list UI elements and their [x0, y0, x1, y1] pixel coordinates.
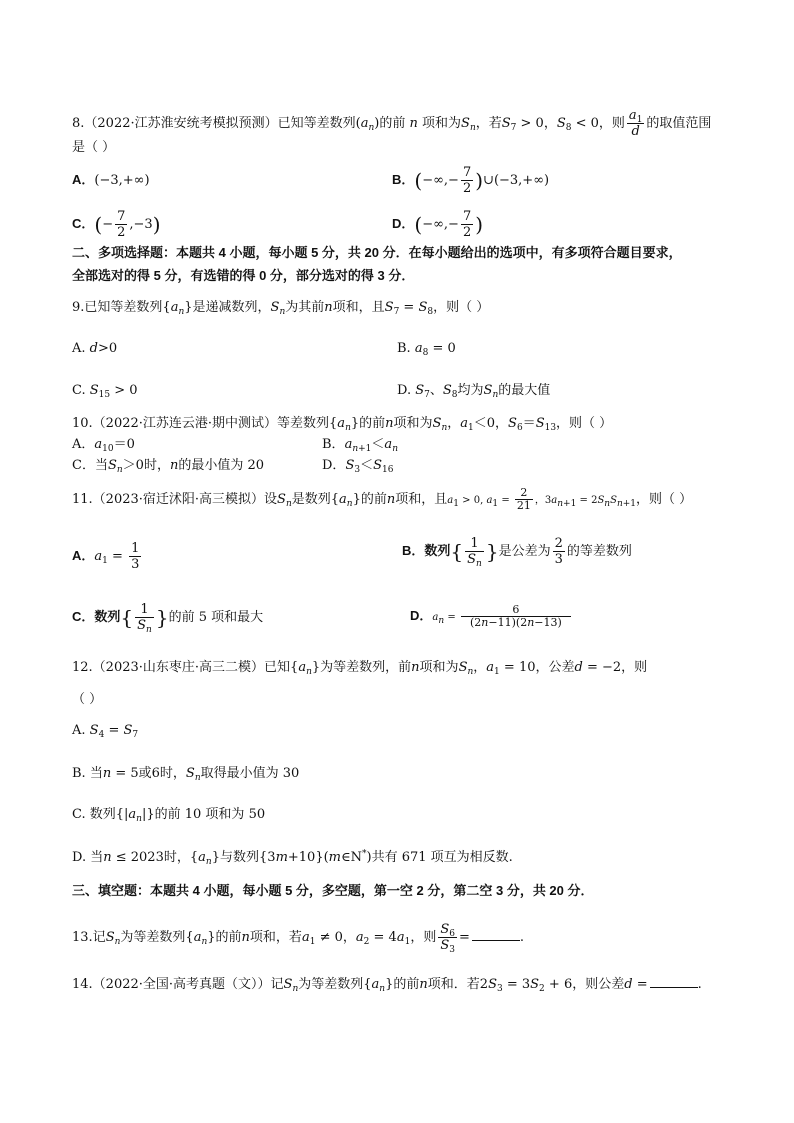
q11-option-c[interactable]: C．数列{ $\frac{1}{S_n}$ }的前 5 项和最大 [72, 602, 264, 635]
q12-option-a[interactable]: A. $S_4 = S_7$ [72, 723, 139, 740]
q10-stem: 10.（2022·江苏连云港·期中测试）等差数列$\{a_n\}$的前n项和为$S_n$，$a_1<0$，$S_6=S_{13}$，则（ ） [72, 416, 613, 433]
q9-stem: 9.已知等差数列$\{a_n\}$是递减数列，$S_n$为其前n项和，且$S_7 = S_8$，则（ ） [72, 300, 490, 317]
a1-over-d-fraction: $\frac{a_1}{d}$ [628, 108, 643, 139]
q13-stem: 13.记$S_n$为等差数列$\{a_n\}$的前n项和，若$a_1 \ne 0$，$a_2 = 4a_1$，则 $\frac{S_6}{S_3}$ = . [72, 922, 525, 955]
q8-option-c[interactable]: C．(− $\frac{7}{2}$ ,−3) [72, 209, 161, 240]
q12-option-d[interactable]: D. 当n ≤ 2023时，$\{a_n\}$与数列{3m+10}(m∈N*)共有 671 项互为相反数. [72, 849, 513, 867]
section-3-heading: 三、填空题：本题共 4 小题，每小题 5 分，多空题，第一空 2 分，第二空 3 分，共 20 分． [72, 883, 594, 898]
q9-option-c[interactable]: C. $S_{15} > 0$ [72, 383, 138, 400]
q8-option-a[interactable]: A．(−3,+∞) [72, 172, 150, 188]
q11-option-a[interactable]: A．$a_1$ = $\frac{1}{3}$ [72, 541, 140, 572]
q10-option-a[interactable]: A．$a_{10}=0$ [72, 437, 135, 454]
q14-stem: 14.（2022·全国·高考真题（文））记$S_n$为等差数列$\{a_n\}$的前n项和．若$2S_3 = 3S_2 + 6$，则公差d = . [72, 977, 702, 994]
q12-option-c[interactable]: C. 数列$\{|a_n|\}$的前 10 项和为 50 [72, 807, 266, 824]
q13-answer-blank[interactable] [472, 939, 520, 941]
q8-option-d[interactable]: D．(−∞,− $\frac{7}{2}$ ) [392, 209, 484, 240]
q9-option-b[interactable]: B. $a_8 = 0$ [397, 341, 456, 358]
section-2-heading: 二、多项选择题：本题共 4 小题，每小题 5 分，共 20 分．在每小题给出的选项中，有多项符合题目要求， [72, 245, 682, 260]
q10-option-d[interactable]: D．$S_3<S_{16}$ [322, 458, 394, 475]
q8-stem-cont: 是（ ） [72, 140, 116, 155]
q9-option-d[interactable]: D. $S_7$、$S_8$均为$S_n$的最大值 [397, 383, 551, 400]
q12-option-b[interactable]: B. 当n = 5或6时，$S_n$取得最小值为 30 [72, 766, 300, 783]
q11-option-b[interactable]: B．数列{ $\frac{1}{S_n}$ }是公差为 $\frac{2}{3}$ 的等差数列 [402, 536, 632, 569]
q12-stem: 12.（2023·山东枣庄·高三二模）已知$\{a_n\}$为等差数列，前n项和为$S_n$，$a_1 = 10$，公差d = −2，则 [72, 660, 648, 677]
q9-option-a[interactable]: A. d>0 [72, 341, 118, 356]
section-2-heading-cont: 全部选对的得 5 分，有选错的得 0 分，部分选对的得 3 分． [72, 268, 415, 283]
q12-stem-cont: （ ） [72, 692, 103, 707]
q8-stem: 8.（2022·江苏淮安统考模拟预测）已知等差数列$(a_n)$的前 n 项和为$S_n$，若$S_7 > 0$，$S_8 < 0$，则 $\frac{a_1}{d}$ 的取值范围 [72, 108, 712, 139]
q10-option-c[interactable]: C．当$S_n>0$时，n的最小值为 20 [72, 458, 265, 475]
q14-answer-blank[interactable] [650, 986, 698, 988]
q11-option-d[interactable]: D．$a_n$ = $\frac{6}{(2n-11)(2n-13)}$ [410, 604, 573, 629]
q11-stem: 11.（2023·宿迁沭阳·高三模拟）设$S_n$是数列$\{a_n\}$的前n项和，且$a_1 > 0$, $a_1$ = $\frac{2}{21}$ ，$3a_{n+1} = 2S_nS_{n+1}$，则（ ） [72, 486, 693, 512]
q10-option-b[interactable]: B．$a_{n+1}<a_n$ [322, 437, 398, 454]
q8-option-b[interactable]: B．(−∞,− $\frac{7}{2}$ )∪(−3,+∞) [392, 165, 550, 196]
